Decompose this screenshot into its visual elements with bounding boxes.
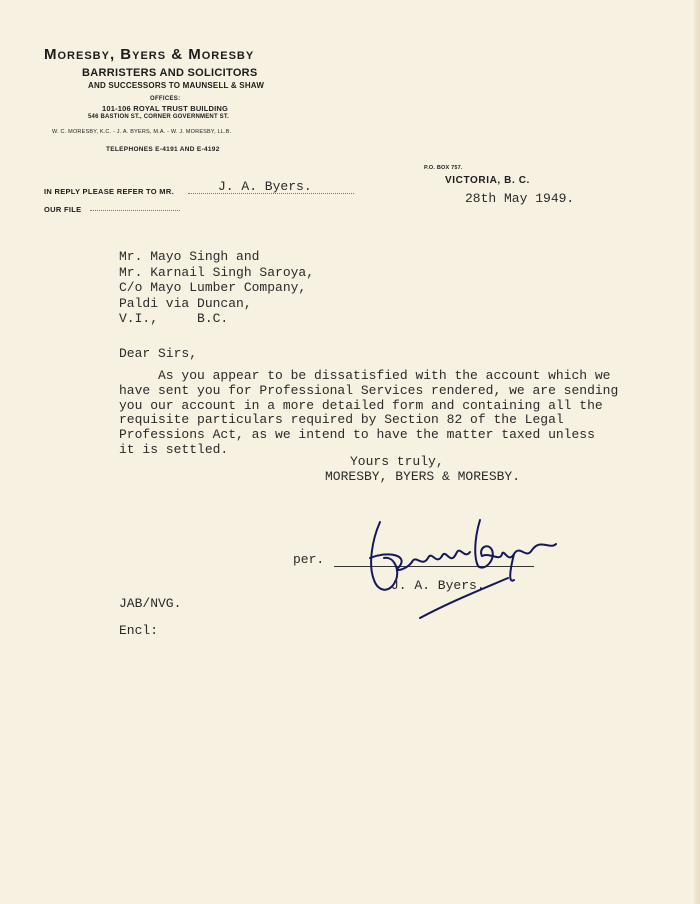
per-label: per. bbox=[293, 552, 325, 567]
letter-body bbox=[119, 369, 618, 458]
body-line: As you appear to be dissatisfied with the account which we bbox=[119, 368, 611, 383]
po-box: P.O. BOX 757. bbox=[424, 165, 463, 171]
body-line: Professions Act, as we intend to have the matter taxed unless bbox=[119, 427, 595, 443]
offices-label: OFFICES: bbox=[150, 96, 181, 102]
body-line: it is settled. bbox=[119, 441, 229, 457]
firm-name: Moresby, Byers & Moresby bbox=[44, 46, 255, 63]
body-line: requisite particulars required by Section 82 of the Legal bbox=[119, 412, 564, 428]
telephones: TELEPHONES E-4191 AND E-4192 bbox=[106, 146, 220, 153]
partners-line: W. C. MORESBY, K.C. - J. A. BYERS, M.A. - W. J. MORESBY, LL.B. bbox=[52, 129, 232, 135]
reply-value: J. A. Byers. bbox=[218, 179, 312, 194]
body-line: have sent you for Professional Services rendered, we are sending bbox=[119, 382, 619, 398]
letter-date: 28th May 1949. bbox=[465, 191, 575, 206]
paper-edge bbox=[694, 0, 700, 904]
recipient-address bbox=[119, 249, 314, 327]
office-building: 101-106 ROYAL TRUST BUILDING bbox=[102, 104, 229, 113]
address-line: C/o Mayo Lumber Company, bbox=[119, 280, 307, 295]
reference-initials: JAB/NVG. bbox=[119, 596, 182, 611]
closing-firm: MORESBY, BYERS & MORESBY. bbox=[325, 469, 521, 484]
file-label: OUR FILE bbox=[44, 205, 82, 214]
office-street: 546 BASTION ST., CORNER GOVERNMENT ST. bbox=[88, 114, 229, 120]
file-dotted-line bbox=[90, 210, 180, 211]
enclosure: Encl: bbox=[119, 623, 159, 638]
firm-successors: AND SUCCESSORS TO MAUNSELL & SHAW bbox=[88, 81, 265, 90]
address-line: Mr. Karnail Singh Saroya, bbox=[119, 264, 315, 280]
reply-label: IN REPLY PLEASE REFER TO MR. bbox=[44, 187, 174, 196]
firm-title: BARRISTERS AND SOLICITORS bbox=[82, 67, 258, 79]
address-line: Paldi via Duncan, bbox=[119, 295, 252, 311]
closing: Yours truly, bbox=[350, 454, 444, 469]
address-line: V.I., B.C. bbox=[119, 311, 229, 326]
body-line: you our account in a more detailed form and containing all the bbox=[119, 397, 603, 413]
city: VICTORIA, B. C. bbox=[445, 175, 530, 186]
address-line: Mr. Mayo Singh and bbox=[119, 249, 260, 264]
handwritten-signature bbox=[350, 510, 570, 620]
salutation: Dear Sirs, bbox=[119, 346, 198, 361]
signer-name: J. A. Byers. bbox=[391, 578, 485, 593]
